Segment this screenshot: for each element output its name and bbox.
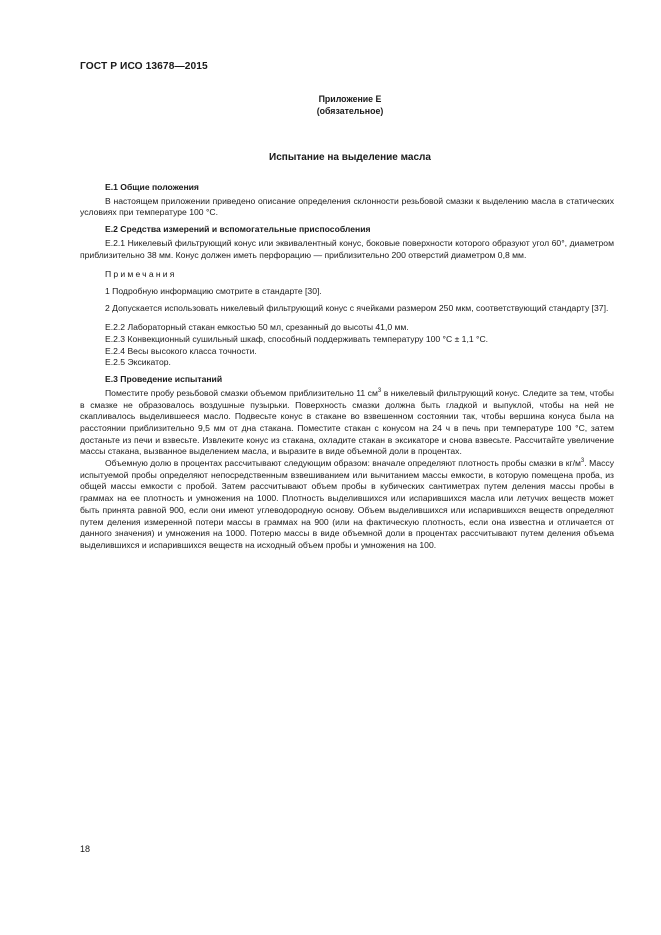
annex-heading xyxy=(280,93,420,117)
notes-heading: Примечания xyxy=(105,269,177,280)
annex-title: Испытание на выделение масла xyxy=(269,152,431,163)
section-heading-e2: Е.2 Средства измерений и вспомогательные приспособления xyxy=(105,224,371,235)
note-1: 1 Подробную информацию смотрите в стандарте [30]. xyxy=(105,285,322,296)
section-heading-e3: Е.3 Проведение испытаний xyxy=(105,374,223,385)
paragraph-e2-4: Е.2.4 Весы высокого класса точности. xyxy=(105,345,257,356)
note-2: 2 Допускается использовать никелевый фильтрующий конус с ячейками размером 250 мкм, соответствующий стандарту [37]. xyxy=(105,302,609,313)
document-body xyxy=(80,182,614,552)
page-number: 18 xyxy=(80,844,91,854)
paragraph-e2-1: Е.2.1 Никелевый фильтрующий конус или эквивалентный конус, боковые поверхности которого образуют угол 60°, диаметром приблизительно 38 мм. Конус должен иметь перфорацию — приблизительно 200 отверстий диаметром 0,8 мм. xyxy=(80,237,614,260)
paragraph-e3-2: Объемную долю в процентах рассчитывают следующим образом: вначале определяют плотность пробы смазки в $кг/м^3$. Массу испытуемой пробы определяют непосредственным взвешиванием или вычитанием массы емкости, в которую помещена проба, из общей массы емкости с пробой. Затем рассчитывают объем пробы в кубических сантиметрах путем деления массы пробы в граммах на ее плотность и умножения на 1000. Плотность выделившихся или испарившихся масла или летучих веществ может быть принята равной 900, если они имеют углеводородную основу. Объем выделившихся или испарившихся веществ определяют путем деления измеренной потери массы в граммах на 900 (или на фактическую плотность, если она известна и отличается от данного значения) и умножения на 1000. Потерю массы в виде объемной доли в процентах рассчитывают путем деления объема выделившихся и испарившихся веществ на исходный объем пробы и умножения на 100. xyxy=(80,458,614,550)
paragraph-e2-5: Е.2.5 Эксикатор. xyxy=(105,357,171,368)
annex-status: (обязательное) xyxy=(316,106,384,116)
paragraph-e2-2: Е.2.2 Лабораторный стакан емкостью 50 мл, срезанный до высоты 41,0 мм. xyxy=(105,322,409,333)
paragraph-e3-1: Поместите пробу резьбовой смазки объемом приблизительно 11 $см^3$ в никелевый фильтрующий конус. Следите за тем, чтобы в смазке не образовалось воздушные пузырьки. Поверхность смазки должна быть гладкой и выпуклой, чтобы на ней не скапливалось выделившееся масло. Подвесьте конус в стакане во взвешенном состоянии так, чтобы вершина конуса была на расстоянии приблизительно 9,5 мм от дна стакана. Поместите стакан с конусом на 24 ч в печь при температуре 100 °С, затем достаньте из печи и взвесьте. Извлеките конус из стакана, охладите стакан в эксикаторе и снова взвесьте. Рассчитайте увеличение массы стакана, вызванное выделением масла, и выразите в виде объемной доли в процентах. xyxy=(80,387,614,457)
annex-label: Приложение Е xyxy=(318,94,382,104)
paragraph-e2-3: Е.2.3 Конвекционный сушильный шкаф, способный поддерживать температуру 100 °С ± 1,1 °С. xyxy=(105,334,489,345)
document-header: ГОСТ Р ИСО 13678—2015 xyxy=(80,61,208,72)
paragraph-e1: В настоящем приложении приведено описание определения склонности резьбовой смазки к выделению масла в статических условиях при температуре 100 °С. xyxy=(80,195,614,218)
section-heading-e1: Е.1 Общие положения xyxy=(105,182,199,192)
